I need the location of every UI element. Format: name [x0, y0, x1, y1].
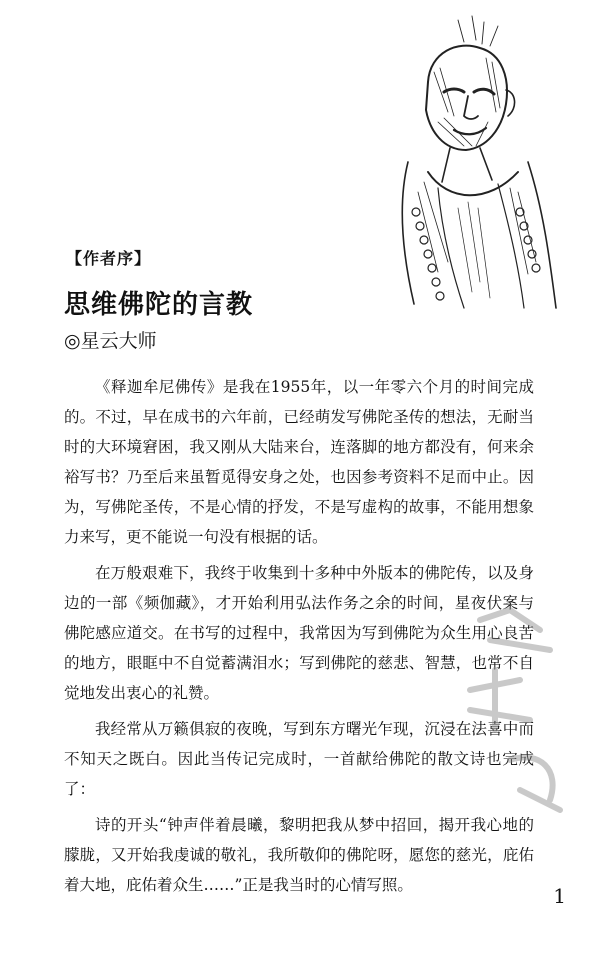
paragraph: 在万般艰难下，我终于收集到十多种中外版本的佛陀传，以及身边的一部《频伽藏》，才开始利用弘法作务之余的时间，星夜伏案与佛陀感应道交。在书写的过程中，我常因为写到佛陀为众生用心良苦的地方，眼眶中不自觉蓄满泪水；写到佛陀的慈悲、智慧，也常不自觉地发出衷心的礼赞。 — [64, 564, 534, 702]
page-title: 思维佛陀的言教 — [64, 290, 254, 320]
page-number: 1 — [553, 884, 566, 908]
section-label: 【作者序】 — [66, 249, 152, 268]
portrait-sketch — [368, 12, 564, 310]
author-line: ◎星云大师 — [64, 330, 157, 352]
paragraph: 我经常从万籁俱寂的夜晚，写到东方曙光乍现，沉浸在法喜中而不知天之既白。因此当传记完成时，一首献给佛陀的散文诗也完成了： — [64, 720, 534, 798]
library-seal-watermark — [450, 600, 580, 850]
paragraph: 诗的开头“钟声伴着晨曦，黎明把我从梦中招回，揭开我心地的朦胧，又开始我虔诚的敬礼，我所敬仰的佛陀呀，愿您的慈光，庇佑着大地，庇佑着众生……”正是我当时的心情写照。 — [64, 816, 534, 894]
paragraph: 《释迦牟尼佛传》是我在1955年，以一年零六个月的时间完成的。不过，早在成书的六年前，已经萌发写佛陀圣传的想法，无耐当时的大环境窘困，我又刚从大陆来台，连落脚的地方都没有，何来余裕写书？乃至后来虽暂觅得安身之处，也因参考资料不足而中止。因为，写佛陀圣传，不是心情的抒发，不是写虚构的故事，不能用想象力来写，更不能说一句没有根据的话。 — [64, 378, 534, 546]
